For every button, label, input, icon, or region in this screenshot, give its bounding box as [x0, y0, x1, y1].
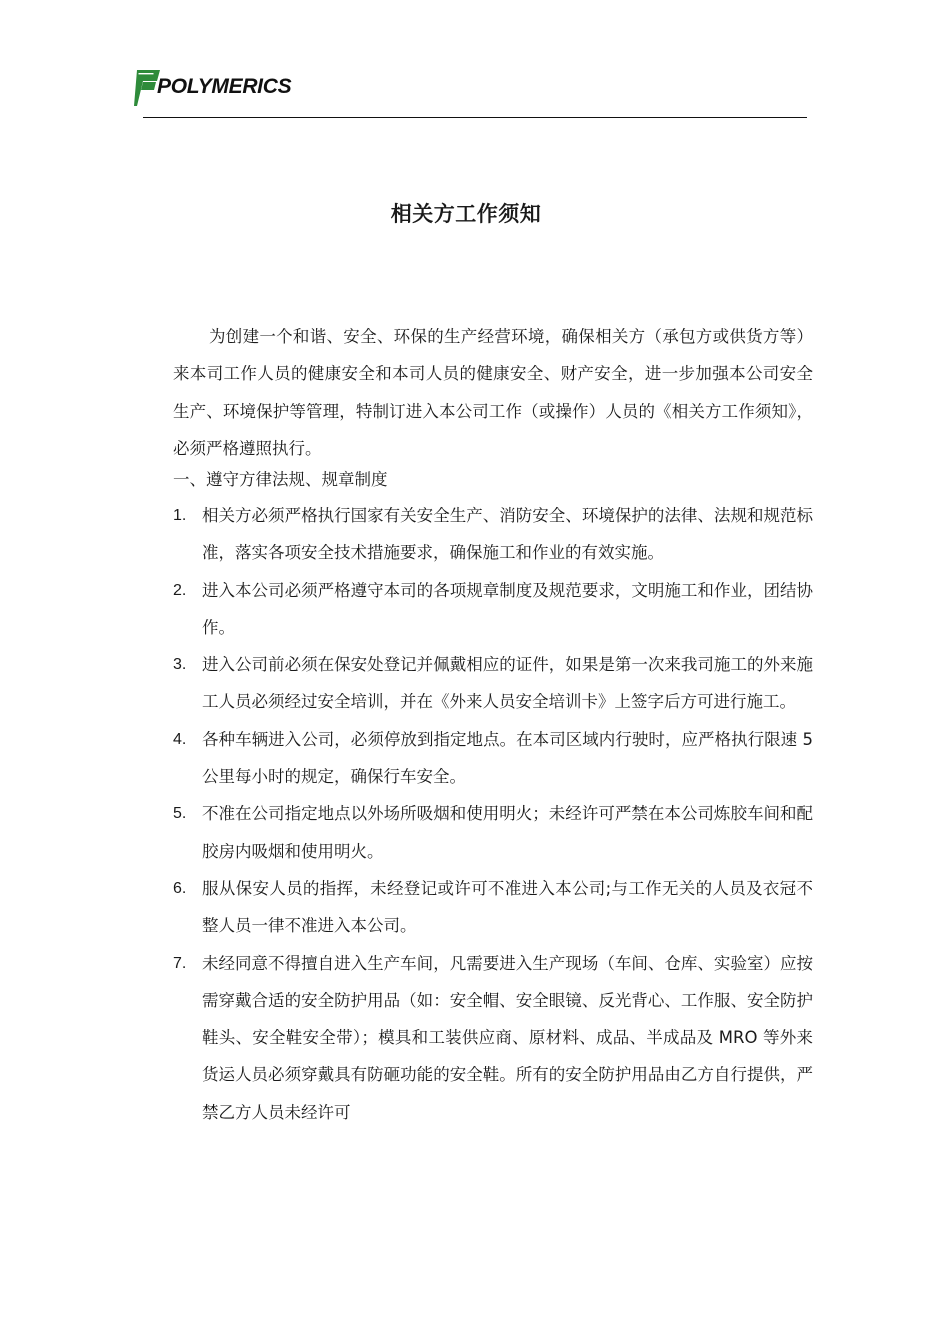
section-heading: 一、遵守方律法规、规章制度 [173, 470, 388, 489]
list-item-number: 1. [173, 507, 187, 524]
list-item-number: 6. [173, 879, 187, 897]
list-item [173, 795, 813, 870]
list-item-number: 3. [173, 656, 187, 674]
list-item [173, 646, 813, 721]
list-item-text: 相关方必须严格执行国家有关安全生产、消防安全、环境保护的法律、法规和规范标准，落实各项安全技术措施要求，确保施工和作业的有效实施。 [202, 506, 813, 563]
intro-paragraph: 为创建一个和谐、安全、环保的生产经营环境，确保相关方（承包方或供货方等）来本司工作人员的健康安全和本司人员的健康安全、财产安全，进一步加强本公司安全生产、环境保护等管理，特制订进入本公司工作（或操作）人员的《相关方工作须知》，必须严格遵照执行。 [173, 327, 813, 458]
logo-text: POLYMERICS [157, 74, 292, 98]
list-item [173, 497, 813, 572]
list-item [173, 870, 813, 945]
list-item-text: 各种车辆进入公司，必须停放到指定地点。在本司区域内行驶时，应严格执行限速 5 公里每小时的规定，确保行车安全。 [202, 729, 813, 787]
list-item [173, 572, 813, 647]
list-item-text: 不准在公司指定地点以外场所吸烟和使用明火；未经许可严禁在本公司炼胶车间和配胶房内吸烟和使用明火。 [202, 804, 813, 861]
list-item-text: 进入公司前必须在保安处登记并佩戴相应的证件，如果是第一次来我司施工的外来施工人员必须经过安全培训，并在《外来人员安全培训卡》上签字后方可进行施工。 [202, 655, 813, 712]
list-item-number: 2. [173, 581, 187, 599]
list-item-text: 未经同意不得擅自进入生产车间，凡需要进入生产现场（车间、仓库、实验室）应按需穿戴合适的安全防护用品（如：安全帽、安全眼镜、反光背心、工作服、安全防护鞋头、安全鞋安全带）；模具和工装供应商、原材料、成品、半成品及 MRO 等外来货运人员必须穿戴具有防砸功能的安全鞋。所有的安全防护用品由乙方自行提供，严禁乙方人员未经许可 [202, 953, 813, 1122]
list-item [173, 945, 813, 1131]
rules-list [173, 497, 813, 1131]
list-item-number: 5. [173, 805, 187, 823]
list-item-text: 进入本公司必须严格遵守本司的各项规章制度及规范要求，文明施工和作业，团结协作。 [202, 580, 813, 637]
list-item-text: 服从保安人员的指挥，未经登记或许可不准进入本公司;与工作无关的人员及衣冠不整人员一律不准进入本公司。 [202, 878, 813, 936]
page-header [134, 66, 291, 106]
list-item-number: 7. [173, 954, 187, 972]
list-item [173, 721, 813, 796]
header-divider [143, 117, 807, 118]
document-title: 相关方工作须知 [390, 202, 542, 226]
list-item-number: 4. [173, 730, 187, 748]
